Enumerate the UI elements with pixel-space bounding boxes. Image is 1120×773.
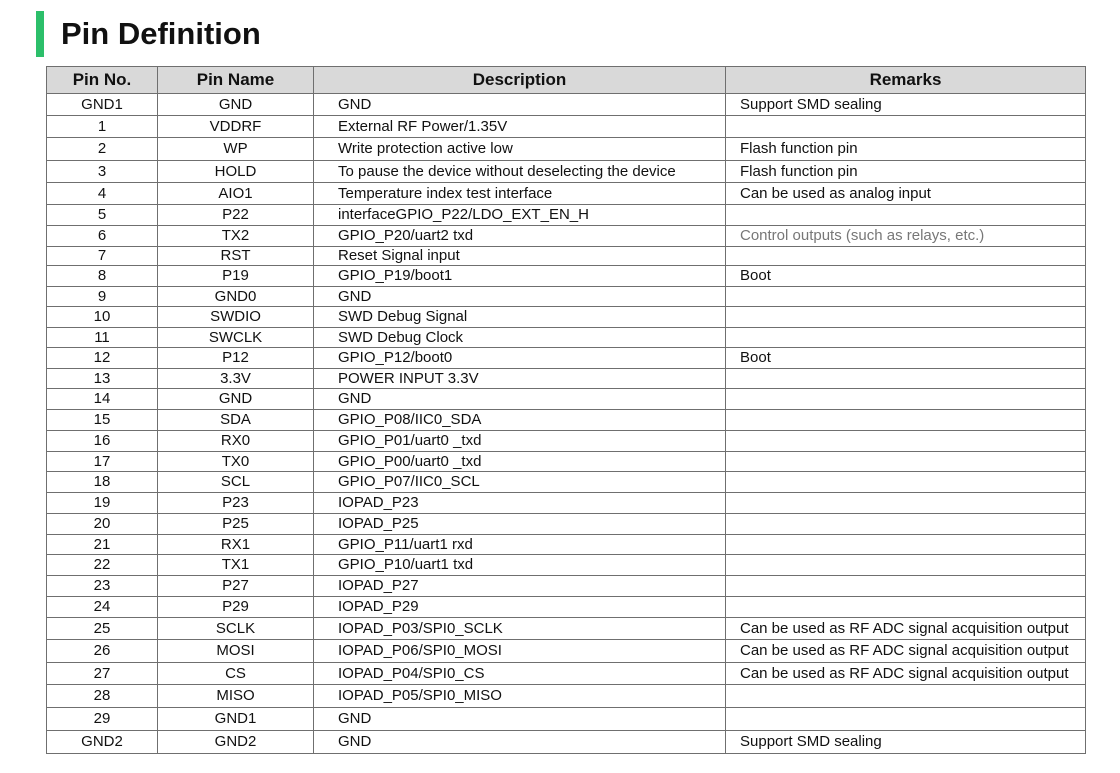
description-cell: IOPAD_P04/SPI0_CS (314, 663, 726, 685)
description-cell: IOPAD_P05/SPI0_MISO (314, 685, 726, 708)
remarks-cell: Can be used as RF ADC signal acquisition output (726, 618, 1086, 640)
remarks-cell: Flash function pin (726, 161, 1086, 183)
pin-no-cell: 7 (47, 247, 158, 266)
table-row (47, 138, 1086, 161)
description-cell: SWD Debug Signal (314, 307, 726, 328)
description-cell: GND (314, 731, 726, 754)
description-cell: Write protection active low (314, 138, 726, 161)
table-row (47, 205, 1086, 226)
pin-name-cell: HOLD (158, 161, 314, 183)
table-row (47, 535, 1086, 555)
pin-no-cell: 28 (47, 685, 158, 708)
remarks-cell (726, 708, 1086, 731)
pin-no-cell: 4 (47, 183, 158, 205)
table-row (47, 493, 1086, 514)
pin-name-cell: CS (158, 663, 314, 685)
description-cell: GND (314, 94, 726, 116)
table-row (47, 514, 1086, 535)
description-cell: IOPAD_P03/SPI0_SCLK (314, 618, 726, 640)
remarks-cell: Control outputs (such as relays, etc.) (726, 226, 1086, 247)
pin-no-cell: 23 (47, 576, 158, 597)
column-header-pin-no: Pin No. (47, 67, 158, 94)
table-row (47, 389, 1086, 410)
pin-no-cell: 14 (47, 389, 158, 410)
pin-no-cell: 24 (47, 597, 158, 618)
table-row (47, 116, 1086, 138)
remarks-cell: Can be used as analog input (726, 183, 1086, 205)
remarks-cell (726, 685, 1086, 708)
pin-name-cell: GND1 (158, 708, 314, 731)
remarks-cell: Boot (726, 348, 1086, 369)
pin-no-cell: GND1 (47, 94, 158, 116)
remarks-cell: Can be used as RF ADC signal acquisition output (726, 640, 1086, 663)
pin-no-cell: GND2 (47, 731, 158, 754)
remarks-cell (726, 555, 1086, 576)
pin-name-cell: GND0 (158, 287, 314, 307)
table-row (47, 410, 1086, 431)
remarks-cell (726, 369, 1086, 389)
remarks-cell: Can be used as RF ADC signal acquisition output (726, 663, 1086, 685)
description-cell: GPIO_P12/boot0 (314, 348, 726, 369)
pin-no-cell: 12 (47, 348, 158, 369)
pin-name-cell: MISO (158, 685, 314, 708)
description-cell: GPIO_P01/uart0 _txd (314, 431, 726, 452)
description-cell: IOPAD_P23 (314, 493, 726, 514)
pin-name-cell: P12 (158, 348, 314, 369)
pin-no-cell: 26 (47, 640, 158, 663)
table-row (47, 555, 1086, 576)
description-cell: IOPAD_P25 (314, 514, 726, 535)
description-cell: GPIO_P19/boot1 (314, 266, 726, 287)
pin-name-cell: RST (158, 247, 314, 266)
pin-name-cell: 3.3V (158, 369, 314, 389)
pin-name-cell: SCLK (158, 618, 314, 640)
pin-no-cell: 1 (47, 116, 158, 138)
pin-no-cell: 6 (47, 226, 158, 247)
pin-no-cell: 13 (47, 369, 158, 389)
description-cell: GPIO_P20/uart2 txd (314, 226, 726, 247)
pin-no-cell: 8 (47, 266, 158, 287)
title-accent-bar (36, 11, 44, 57)
remarks-cell (726, 328, 1086, 348)
remarks-cell: Support SMD sealing (726, 731, 1086, 754)
table-row (47, 348, 1086, 369)
description-cell: GPIO_P07/IIC0_SCL (314, 472, 726, 493)
table-row (47, 708, 1086, 731)
description-cell: To pause the device without deselecting the device (314, 161, 726, 183)
remarks-cell (726, 205, 1086, 226)
pin-name-cell: AIO1 (158, 183, 314, 205)
pin-name-cell: TX2 (158, 226, 314, 247)
table-row (47, 452, 1086, 472)
column-header-pin-name: Pin Name (158, 67, 314, 94)
description-cell: GPIO_P00/uart0 _txd (314, 452, 726, 472)
table-row (47, 640, 1086, 663)
pin-no-cell: 3 (47, 161, 158, 183)
description-cell: External RF Power/1.35V (314, 116, 726, 138)
remarks-cell (726, 576, 1086, 597)
pin-no-cell: 5 (47, 205, 158, 226)
table-row (47, 663, 1086, 685)
pin-name-cell: GND (158, 94, 314, 116)
pin-no-cell: 11 (47, 328, 158, 348)
table-row (47, 731, 1086, 754)
description-cell: interfaceGPIO_P22/LDO_EXT_EN_H (314, 205, 726, 226)
table-body (47, 94, 1086, 754)
page-title: Pin Definition (61, 16, 261, 51)
description-cell: IOPAD_P29 (314, 597, 726, 618)
pin-no-cell: 21 (47, 535, 158, 555)
remarks-cell (726, 493, 1086, 514)
description-cell: GND (314, 287, 726, 307)
description-cell: IOPAD_P27 (314, 576, 726, 597)
table-row (47, 685, 1086, 708)
table-row (47, 472, 1086, 493)
pin-name-cell: SWDIO (158, 307, 314, 328)
pin-no-cell: 10 (47, 307, 158, 328)
description-cell: GND (314, 389, 726, 410)
description-cell: Reset Signal input (314, 247, 726, 266)
pin-name-cell: P19 (158, 266, 314, 287)
remarks-cell: Flash function pin (726, 138, 1086, 161)
remarks-cell (726, 287, 1086, 307)
remarks-cell (726, 389, 1086, 410)
table-row (47, 183, 1086, 205)
pin-name-cell: SDA (158, 410, 314, 431)
pin-name-cell: GND (158, 389, 314, 410)
pin-name-cell: TX0 (158, 452, 314, 472)
pin-name-cell: SWCLK (158, 328, 314, 348)
pin-name-cell: P29 (158, 597, 314, 618)
remarks-cell (726, 514, 1086, 535)
table-row (47, 328, 1086, 348)
table-row (47, 247, 1086, 266)
pin-name-cell: RX1 (158, 535, 314, 555)
table-row (47, 287, 1086, 307)
table-row (47, 226, 1086, 247)
pin-name-cell: GND2 (158, 731, 314, 754)
pin-no-cell: 29 (47, 708, 158, 731)
description-cell: GND (314, 708, 726, 731)
pin-name-cell: WP (158, 138, 314, 161)
pin-name-cell: P27 (158, 576, 314, 597)
remarks-cell: Support SMD sealing (726, 94, 1086, 116)
pin-name-cell: P22 (158, 205, 314, 226)
remarks-cell (726, 431, 1086, 452)
remarks-cell (726, 410, 1086, 431)
pin-name-cell: P23 (158, 493, 314, 514)
description-cell: GPIO_P10/uart1 txd (314, 555, 726, 576)
pin-definition-table (46, 66, 1086, 754)
pin-name-cell: TX1 (158, 555, 314, 576)
remarks-cell: Boot (726, 266, 1086, 287)
pin-no-cell: 15 (47, 410, 158, 431)
column-header-description: Description (314, 67, 726, 94)
pin-no-cell: 22 (47, 555, 158, 576)
table-row (47, 369, 1086, 389)
pin-name-cell: RX0 (158, 431, 314, 452)
pin-no-cell: 19 (47, 493, 158, 514)
description-cell: GPIO_P11/uart1 rxd (314, 535, 726, 555)
pin-no-cell: 2 (47, 138, 158, 161)
pin-name-cell: VDDRF (158, 116, 314, 138)
table-row (47, 576, 1086, 597)
remarks-cell (726, 535, 1086, 555)
table-header-row (47, 67, 1086, 94)
column-header-remarks: Remarks (726, 67, 1086, 94)
remarks-cell (726, 116, 1086, 138)
pin-no-cell: 17 (47, 452, 158, 472)
pin-no-cell: 25 (47, 618, 158, 640)
pin-no-cell: 20 (47, 514, 158, 535)
remarks-cell (726, 597, 1086, 618)
remarks-cell (726, 472, 1086, 493)
remarks-cell (726, 452, 1086, 472)
pin-name-cell: P25 (158, 514, 314, 535)
pin-name-cell: SCL (158, 472, 314, 493)
table-row (47, 618, 1086, 640)
pin-no-cell: 16 (47, 431, 158, 452)
table-row (47, 266, 1086, 287)
description-cell: Temperature index test interface (314, 183, 726, 205)
pin-no-cell: 27 (47, 663, 158, 685)
description-cell: IOPAD_P06/SPI0_MOSI (314, 640, 726, 663)
pin-no-cell: 9 (47, 287, 158, 307)
remarks-cell (726, 307, 1086, 328)
table-row (47, 597, 1086, 618)
table-row (47, 431, 1086, 452)
pin-no-cell: 18 (47, 472, 158, 493)
pin-name-cell: MOSI (158, 640, 314, 663)
description-cell: POWER INPUT 3.3V (314, 369, 726, 389)
description-cell: SWD Debug Clock (314, 328, 726, 348)
table-row (47, 94, 1086, 116)
table-row (47, 161, 1086, 183)
description-cell: GPIO_P08/IIC0_SDA (314, 410, 726, 431)
remarks-cell (726, 247, 1086, 266)
table-row (47, 307, 1086, 328)
